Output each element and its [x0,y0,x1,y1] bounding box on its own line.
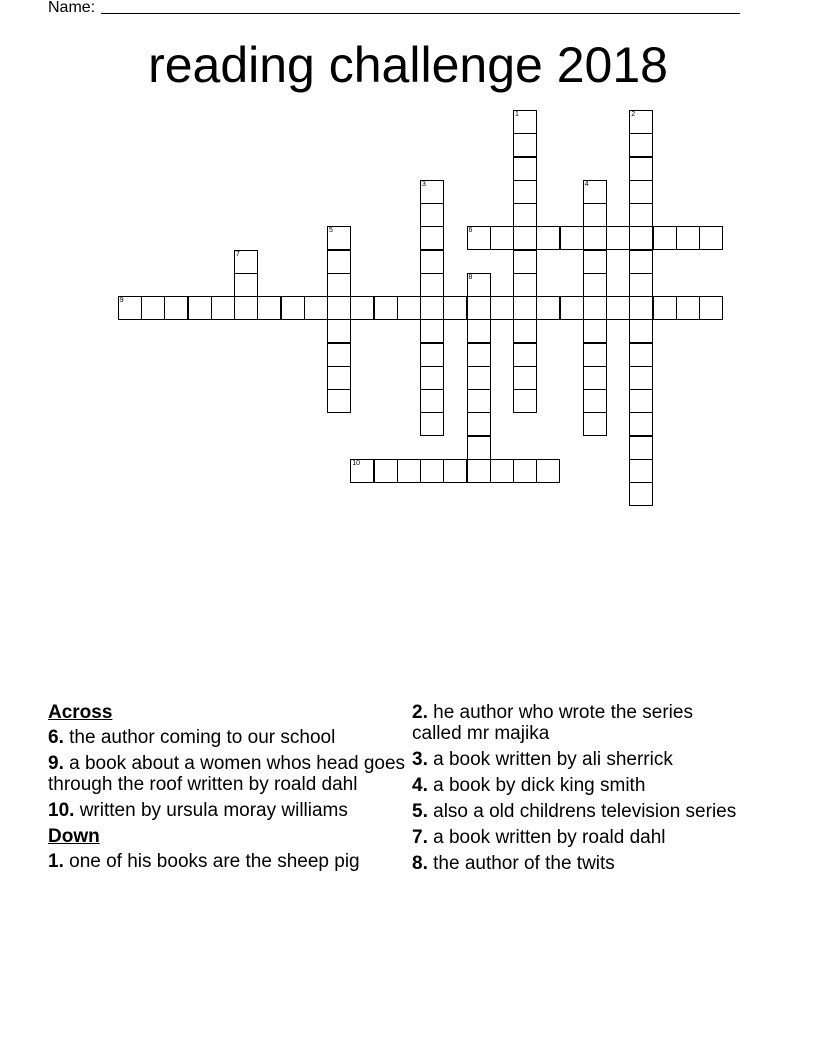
grid-cell[interactable] [327,366,351,390]
grid-cell[interactable] [629,226,653,250]
grid-cell[interactable] [513,319,537,343]
grid-cell[interactable] [420,250,444,274]
grid-cell[interactable] [513,180,537,204]
grid-cell[interactable] [629,157,653,181]
grid-cell[interactable] [234,250,258,274]
grid-cell[interactable] [420,343,444,367]
grid-cell[interactable] [467,319,491,343]
grid-cell[interactable] [304,296,328,320]
grid-cell[interactable] [629,366,653,390]
grid-cell[interactable] [467,389,491,413]
grid-cell[interactable] [629,482,653,506]
grid-cell[interactable] [583,226,607,250]
clue-text: a book written by roald dahl [427,827,666,848]
grid-cell[interactable] [676,296,700,320]
clue-number: 9. [48,753,64,774]
clue-number: 6. [48,727,64,748]
grid-cell[interactable] [513,296,537,320]
clue-down-3 [412,749,742,770]
clue-number: 7. [412,827,428,848]
grid-cell[interactable] [513,133,537,157]
grid-cell[interactable] [420,389,444,413]
clue-down-1 [48,851,408,872]
grid-cell[interactable] [560,226,584,250]
grid-cell[interactable] [583,273,607,297]
grid-cell[interactable] [583,250,607,274]
clue-down-2 [412,702,742,744]
grid-cell[interactable] [327,389,351,413]
grid-cell[interactable] [443,296,467,320]
clue-text: a book about a women whos head goes through the roof written by roald dahl [48,753,406,795]
clue-text: he author who wrote the series called mr majika [412,702,693,744]
name-write-line[interactable] [101,0,740,14]
grid-cell[interactable] [629,436,653,460]
cell-number: 9 [119,297,124,304]
grid-cell[interactable] [583,319,607,343]
grid-cell[interactable] [490,226,514,250]
grid-cell[interactable] [467,366,491,390]
grid-cell[interactable] [327,273,351,297]
grid-cell[interactable] [513,343,537,367]
grid-cell[interactable] [327,319,351,343]
clue-across-6 [48,727,408,748]
grid-cell[interactable] [420,459,444,483]
grid-cell[interactable] [420,296,444,320]
grid-cell[interactable] [583,343,607,367]
grid-cell[interactable] [467,343,491,367]
grid-cell[interactable] [374,296,398,320]
cell-number: 1 [515,111,519,118]
grid-cell[interactable] [513,273,537,297]
grid-cell[interactable] [513,203,537,227]
grid-cell[interactable] [536,296,560,320]
grid-cell[interactable] [420,226,444,250]
grid-cell[interactable] [420,412,444,436]
clue-text: also a old childrens television series [427,801,737,822]
down-heading: Down [48,826,100,847]
grid-cell[interactable] [653,296,677,320]
grid-cell[interactable] [420,180,444,204]
grid-cell[interactable] [583,366,607,390]
name-label: Name: [48,0,96,16]
grid-cell[interactable] [467,459,491,483]
clue-down-8 [412,853,742,874]
clue-text: the author coming to our school [63,727,336,748]
grid-cell[interactable] [629,110,653,134]
clue-down-7 [412,827,742,848]
grid-cell[interactable] [420,319,444,343]
grid-cell[interactable] [234,273,258,297]
grid-cell[interactable] [350,459,374,483]
name-field-row [48,0,740,17]
grid-cell[interactable] [141,296,165,320]
grid-cell[interactable] [699,226,723,250]
grid-cell[interactable] [257,296,281,320]
grid-cell[interactable] [374,459,398,483]
grid-cell[interactable] [164,296,188,320]
grid-cell[interactable] [513,389,537,413]
grid-cell[interactable] [629,273,653,297]
clue-text: one of his books are the sheep pig [63,851,360,872]
grid-cell[interactable] [629,412,653,436]
grid-cell[interactable] [513,366,537,390]
grid-cell[interactable] [629,319,653,343]
grid-cell[interactable] [513,226,537,250]
clue-text: the author of the twits [427,853,615,874]
grid-cell[interactable] [118,296,142,320]
clue-number: 5. [412,801,428,822]
grid-cell[interactable] [327,343,351,367]
grid-cell[interactable] [583,389,607,413]
clues-right-column [412,702,742,879]
grid-cell[interactable] [676,226,700,250]
grid-cell[interactable] [513,157,537,181]
grid-cell[interactable] [629,343,653,367]
grid-cell[interactable] [606,226,630,250]
grid-cell[interactable] [443,459,467,483]
grid-cell[interactable] [583,412,607,436]
grid-cell[interactable] [629,296,653,320]
cell-number: 8 [468,273,473,281]
clue-number: 3. [412,749,428,770]
grid-cell[interactable] [467,273,491,297]
clue-number: 10. [48,800,75,821]
grid-cell[interactable] [629,250,653,274]
grid-cell[interactable] [490,296,514,320]
clues-left-column [48,702,408,877]
grid-cell[interactable] [420,203,444,227]
grid-cell[interactable] [699,296,723,320]
grid-cell[interactable] [420,366,444,390]
grid-cell[interactable] [629,459,653,483]
grid-cell[interactable] [234,296,258,320]
grid-cell[interactable] [467,226,491,250]
grid-cell[interactable] [629,389,653,413]
clue-number: 2. [412,702,428,723]
clue-number: 8. [412,853,428,874]
across-heading: Across [48,702,113,723]
grid-cell[interactable] [467,412,491,436]
clue-text: written by ursula moray williams [74,800,348,821]
clue-text: a book written by ali sherrick [427,749,673,770]
grid-cell[interactable] [281,296,305,320]
grid-cell[interactable] [583,296,607,320]
clue-number: 1. [48,851,64,872]
grid-cell[interactable] [467,296,491,320]
grid-cell[interactable] [188,296,212,320]
grid-cell[interactable] [560,296,584,320]
grid-cell[interactable] [513,459,537,483]
grid-cell[interactable] [513,110,537,134]
cell-number: 6 [468,227,473,235]
grid-cell[interactable] [211,296,235,320]
grid-cell[interactable] [653,226,677,250]
grid-cell[interactable] [583,180,607,204]
cell-number: 4 [584,180,589,188]
grid-cell[interactable] [420,273,444,297]
grid-cell[interactable] [327,226,351,250]
grid-cell[interactable] [583,203,607,227]
grid-cell[interactable] [490,459,514,483]
grid-cell[interactable] [629,203,653,227]
grid-cell[interactable] [327,296,351,320]
cell-number: 2 [631,111,636,118]
grid-cell[interactable] [606,296,630,320]
clue-across-9 [48,753,408,795]
grid-cell[interactable] [397,296,421,320]
grid-cell[interactable] [629,133,653,157]
puzzle-title: reading challenge 2018 [148,37,668,93]
cell-number: 7 [236,250,240,258]
grid-cell[interactable] [536,459,560,483]
grid-cell[interactable] [350,296,374,320]
cell-number: 3 [422,180,426,188]
clue-text: a book by dick king smith [427,775,646,796]
grid-cell[interactable] [536,226,560,250]
clue-down-5 [412,801,742,822]
grid-cell[interactable] [327,250,351,274]
cell-number: 10 [352,459,361,467]
cell-number: 5 [329,227,333,235]
grid-cell[interactable] [513,250,537,274]
grid-cell[interactable] [467,436,491,460]
clue-number: 4. [412,775,428,796]
grid-cell[interactable] [629,180,653,204]
clue-across-10 [48,800,408,821]
clue-down-4 [412,775,742,796]
grid-cell[interactable] [397,459,421,483]
